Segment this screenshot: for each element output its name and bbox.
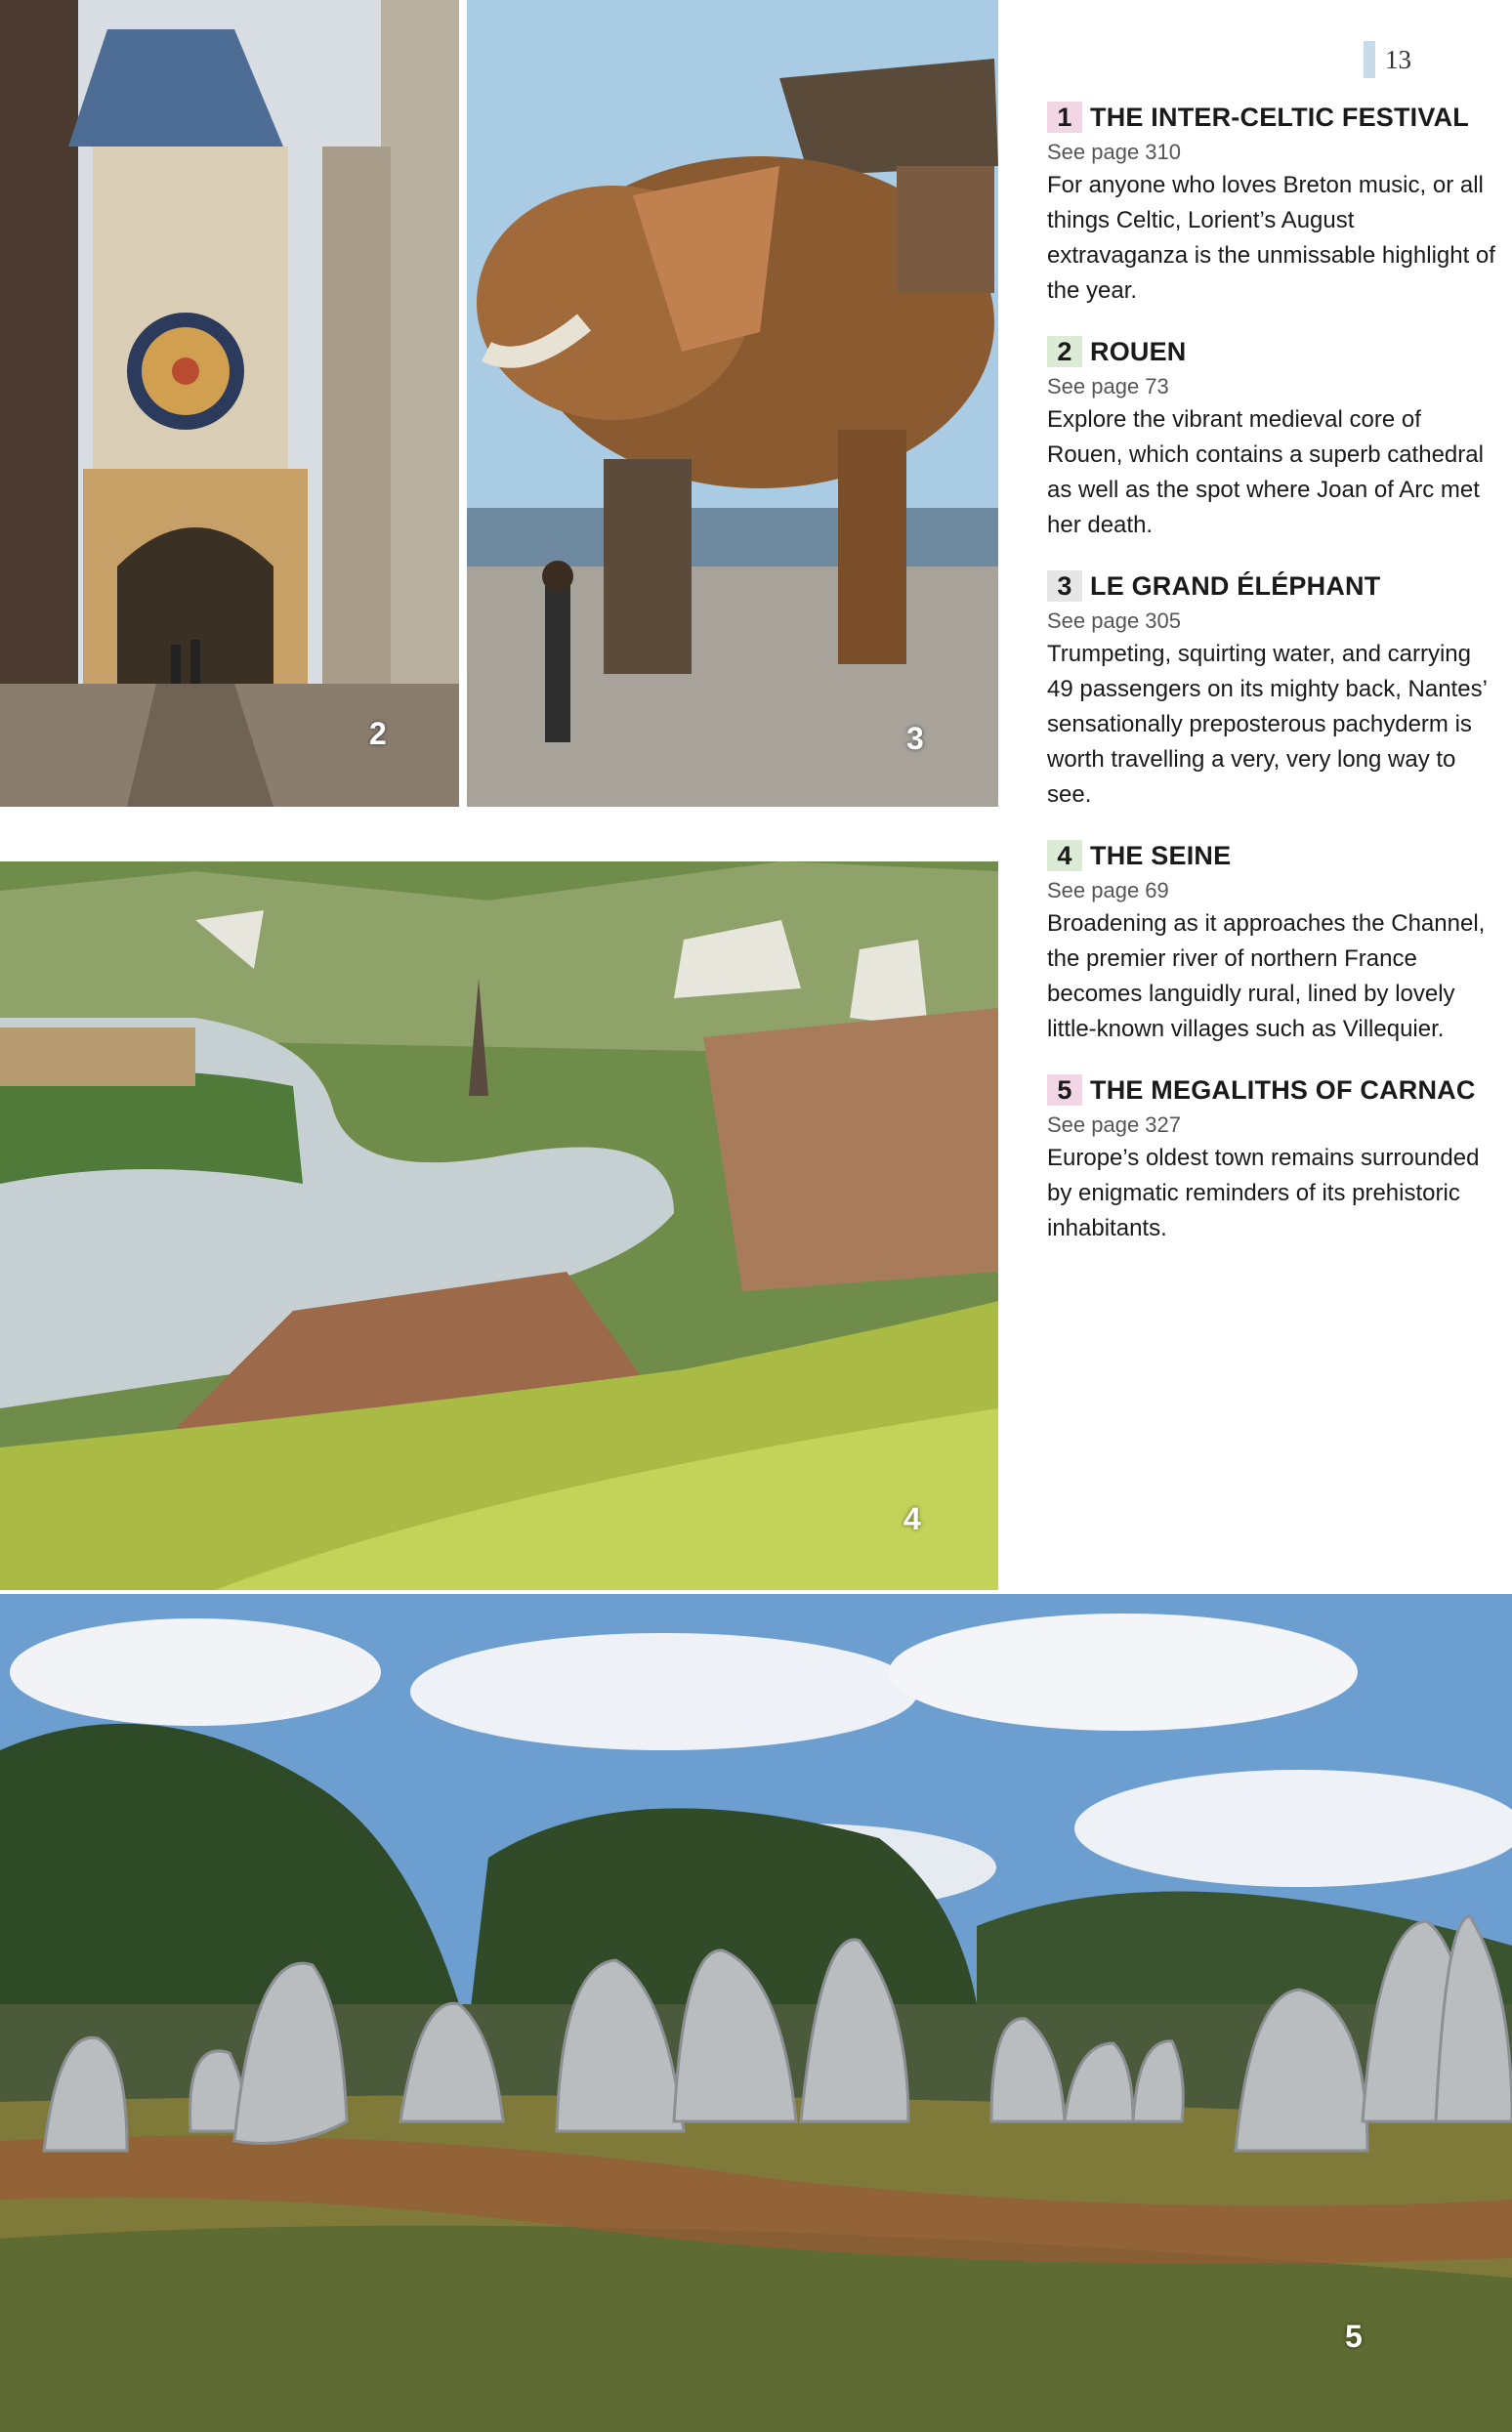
highlight-entry-rouen bbox=[1047, 334, 1496, 543]
entry-number-badge: 1 bbox=[1047, 102, 1082, 133]
entry-description: For anyone who loves Breton music, or all things Celtic, Lorient’s August extravaganza is the unmissable highlight of the year. bbox=[1047, 172, 1495, 304]
photo-grand-elephant bbox=[467, 0, 998, 807]
entry-title bbox=[1047, 838, 1496, 873]
carnac-stones-illustration bbox=[0, 1594, 1512, 2432]
highlight-entry-grand-elephant bbox=[1047, 568, 1496, 813]
photo-number: 2 bbox=[369, 716, 387, 751]
entry-title bbox=[1047, 334, 1496, 369]
entry-page-reference: See page 73 bbox=[1047, 374, 1169, 398]
entry-number-badge: 2 bbox=[1047, 336, 1082, 367]
entry-description: Europe’s oldest town remains surrounded by enigmatic reminders of its prehistoric inhabitants. bbox=[1047, 1145, 1480, 1241]
highlights-list bbox=[1047, 100, 1496, 1272]
entry-number-badge: 4 bbox=[1047, 840, 1082, 871]
entry-description: Broadening as it approaches the Channel, the premier river of northern France becomes languidly rural, lined by lovely little-known villages such as Villequier. bbox=[1047, 910, 1486, 1042]
entry-title-text: THE SEINE bbox=[1090, 841, 1232, 870]
page-number: 13 bbox=[1385, 44, 1411, 74]
entry-title bbox=[1047, 100, 1496, 135]
page-number-accent-bar bbox=[1364, 41, 1375, 78]
photo-number: 5 bbox=[1345, 2319, 1363, 2354]
entry-page-reference: See page 310 bbox=[1047, 140, 1182, 164]
mechanical-elephant-illustration bbox=[467, 0, 998, 807]
entry-title-text: THE INTER-CELTIC FESTIVAL bbox=[1090, 103, 1469, 132]
entry-page-reference: See page 327 bbox=[1047, 1112, 1182, 1137]
entry-page-reference: See page 69 bbox=[1047, 878, 1169, 902]
entry-description: Trumpeting, squirting water, and carrying 49 passengers on its mighty back, Nantes’ sensationally preposterous pachyderm is worth travelling a very, very long way to see. bbox=[1047, 641, 1488, 808]
entry-title bbox=[1047, 568, 1496, 604]
highlight-entry-seine bbox=[1047, 838, 1496, 1047]
entry-description: Explore the vibrant medieval core of Rouen, which contains a superb cathedral as well as the spot where Joan of Arc met her death. bbox=[1047, 406, 1484, 538]
entry-title-text: THE MEGALITHS OF CARNAC bbox=[1090, 1075, 1476, 1105]
photo-number: 3 bbox=[906, 721, 924, 756]
entry-title bbox=[1047, 1072, 1496, 1108]
entry-number-badge: 5 bbox=[1047, 1074, 1082, 1106]
photo-gros-horloge bbox=[0, 0, 459, 807]
entry-number-badge: 3 bbox=[1047, 570, 1082, 602]
gros-horloge-illustration bbox=[0, 0, 459, 807]
seine-valley-illustration bbox=[0, 861, 998, 1590]
highlight-entry-inter-celtic-festival bbox=[1047, 100, 1496, 309]
highlight-entry-carnac-megaliths bbox=[1047, 1072, 1496, 1246]
photo-number: 4 bbox=[903, 1501, 921, 1536]
photo-seine-valley bbox=[0, 861, 998, 1590]
photo-carnac-megaliths bbox=[0, 1594, 1512, 2432]
entry-title-text: ROUEN bbox=[1090, 337, 1187, 366]
entry-title-text: LE GRAND ÉLÉPHANT bbox=[1090, 571, 1381, 601]
entry-page-reference: See page 305 bbox=[1047, 608, 1182, 633]
page-number-block bbox=[1364, 41, 1411, 78]
